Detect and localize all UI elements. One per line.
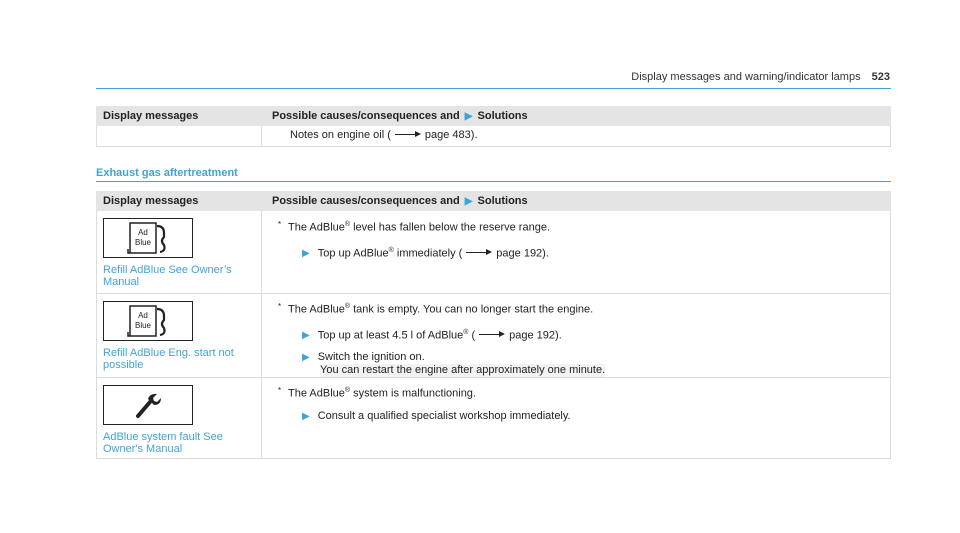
page-ref[interactable]: page 192). — [509, 329, 562, 342]
running-head-title: Display messages and warning/indicator lamps — [631, 71, 861, 83]
table-row — [97, 294, 891, 378]
cause-cell — [262, 294, 891, 378]
solution-step — [302, 351, 890, 364]
play-triangle-icon: ▶ — [302, 352, 310, 364]
table-header-row — [97, 107, 891, 126]
adblue-tank-icon — [124, 304, 172, 338]
play-triangle-icon: ▶ — [464, 111, 473, 122]
play-triangle-icon: ▶ — [464, 196, 473, 207]
play-triangle-icon: ▶ — [302, 410, 310, 422]
header-rule — [96, 88, 891, 89]
play-triangle-icon: ▶ — [302, 330, 310, 342]
registered-mark: ® — [344, 387, 351, 395]
header-causes-label: Possible causes/consequences and — [272, 195, 460, 207]
table-row — [97, 378, 891, 459]
footnote-star: * — [278, 220, 282, 229]
header-display-messages: Display messages — [97, 107, 262, 126]
adblue-display-icon — [103, 218, 193, 258]
display-cell — [97, 294, 262, 378]
page-ref[interactable]: page 192). — [496, 247, 549, 260]
wrench-display-icon — [103, 385, 193, 425]
cause-text-cont: system is malfunctioning. — [350, 387, 476, 400]
adblue-tank-icon — [124, 221, 172, 255]
step-text-mid: ( — [468, 329, 476, 342]
step-text: Top up at least 4.5 l of AdBlue — [317, 329, 464, 342]
display-cell — [97, 126, 262, 147]
cross-reference-arrow-icon — [479, 330, 505, 339]
registered-mark: ® — [344, 303, 351, 310]
display-message-label: Refill AdBlue See Owner’s Manual — [103, 264, 232, 288]
step-text: Switch the ignition on. — [317, 351, 425, 364]
cause-text-cont: level has fallen below the reserve range. — [350, 221, 550, 234]
oil-notes-text: Notes on engine oil ( — [290, 129, 391, 141]
adblue-icon-text-ad: Ad — [138, 311, 148, 320]
adblue-icon-text-blue: Blue — [134, 238, 152, 247]
adblue-icon-text-blue: Blue — [134, 321, 152, 330]
cause-cell — [262, 211, 891, 294]
cause-text-cont: tank is empty. You can no longer start the engine. — [350, 303, 594, 316]
header-causes-label: Possible causes/consequences and — [272, 110, 460, 122]
exhaust-message-table — [96, 191, 891, 459]
adblue-icon-text-ad: Ad — [138, 228, 148, 237]
oil-page-ref[interactable]: page 483). — [424, 129, 478, 141]
footnote-star: * — [278, 386, 282, 396]
display-message-label: Refill AdBlue Eng. start not possible — [103, 347, 234, 371]
table-header-row — [97, 192, 891, 211]
header-solutions-label: Solutions — [477, 110, 528, 122]
step-text-mid: immediately ( — [393, 247, 463, 260]
cross-reference-arrow-icon — [395, 130, 421, 139]
display-message-label: AdBlue system fault See Owner's Manual — [103, 431, 223, 456]
header-causes — [262, 107, 891, 126]
table-row — [97, 211, 891, 294]
step-text: Consult a qualified specialist workshop immediately. — [317, 409, 571, 422]
table-row — [97, 126, 891, 147]
section-title: Exhaust gas aftertreatment — [96, 167, 238, 179]
play-triangle-icon: ▶ — [302, 248, 310, 260]
footnote-star: * — [278, 302, 282, 311]
step-text: Top up AdBlue — [317, 247, 389, 260]
registered-mark: ® — [388, 246, 394, 254]
wrench-icon — [133, 390, 163, 420]
solution-step — [302, 244, 890, 261]
registered-mark: ® — [463, 328, 469, 336]
page-number: 523 — [871, 71, 890, 83]
step-result-text: You can restart the engine after approximately one minute. — [320, 364, 606, 377]
registered-mark: ® — [344, 221, 351, 228]
top-message-table — [96, 106, 891, 147]
cause-cell — [262, 378, 891, 459]
cause-cell — [262, 126, 891, 147]
solution-step — [302, 410, 890, 423]
cause-text: The AdBlue — [288, 387, 345, 400]
adblue-display-icon — [103, 301, 193, 341]
solution-step — [302, 326, 890, 343]
cross-reference-arrow-icon — [466, 248, 492, 257]
cause-text: The AdBlue — [288, 221, 345, 234]
running-head — [631, 71, 890, 83]
header-solutions-label: Solutions — [477, 195, 528, 207]
display-cell — [97, 211, 262, 294]
header-causes — [262, 192, 891, 211]
cause-text: The AdBlue — [288, 303, 345, 316]
header-display-messages: Display messages — [97, 192, 262, 211]
section-rule — [96, 181, 891, 182]
display-cell — [97, 378, 262, 459]
